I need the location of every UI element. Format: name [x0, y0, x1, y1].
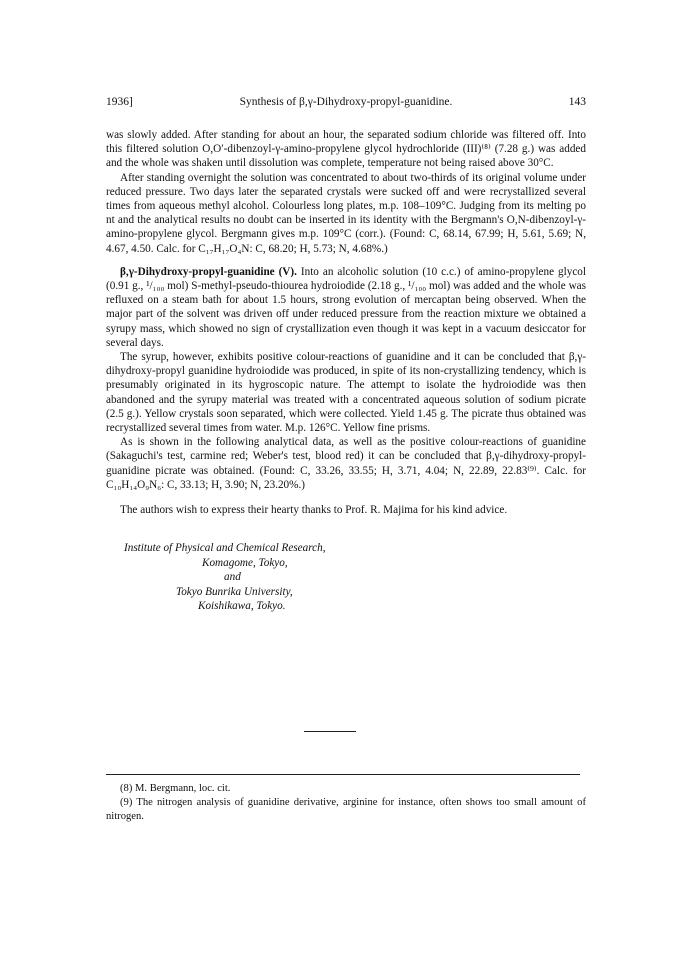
- page-body: [106, 96, 586, 613]
- affiliation-line: Institute of Physical and Chemical Research,: [124, 542, 326, 555]
- paragraph-3: [106, 265, 586, 350]
- header-year: 1936]: [106, 96, 133, 108]
- affiliation-line: Koishikawa, Tokyo.: [198, 599, 286, 612]
- affiliation-block: [106, 541, 586, 613]
- footnote-rule: [106, 774, 580, 775]
- paragraph-1: was slowly added. After standing for about an hour, the separated sodium chloride was filtered off. Into this filtered solution O,O′-dibenzoyl-γ-amino-propylene glycol hydrochloride (III)⁽⁸⁾ (7.28 g.) was added and the whole was shaken until dissolution was complete, temperature not being raised above 30°C.: [106, 129, 586, 170]
- paragraph-5: As is shown in the following analytical data, as well as the positive colour-reactions of guanidine (Sakaguchi's test, carmine red; Weber's test, blood red) it can be concluded that β,γ-dihydroxy-propyl-guanidine picrate was obtained. (Found: C, 33.26, 33.55; H, 3.71, 4.04; N, 22.89, 22.83⁽⁹⁾. Calc. for C₁₀H₁₄O₉N₆: C, 33.13; H, 3.90; N, 23.20%.): [106, 436, 586, 491]
- footnote-8: (8) M. Bergmann, loc. cit.: [120, 783, 231, 794]
- running-header: [106, 96, 586, 112]
- compound-heading: β,γ-Dihydroxy-propyl-guanidine (V).: [120, 265, 297, 278]
- page-number: 143: [568, 96, 586, 108]
- paragraph-3-text: Into an alcoholic solution (10 c.c.) of amino-propylene glycol (0.91 g., ¹/₁₀₀ mol) S-methyl-pseudo-thiourea hydroiodide (2.18 g., ¹/₁₀₀ mol) was added and the whole was refluxed on a steam bath for about 1.5 hours, strong evolution of mercaptan being observed. When the major part of the solvent was driven off under reduced pressure from the reaction mixture we obtained a syrupy mass, which showed no sign of crystallization even though it was kept in a vacuum desiccator for several days.: [106, 265, 586, 349]
- affiliation-line: Komagome, Tokyo,: [202, 556, 288, 569]
- affiliation-line: Tokyo Bunrika University,: [176, 585, 293, 598]
- paragraph-4: The syrup, however, exhibits positive colour-reactions of guanidine and it can be concluded that β,γ-dihydroxy-propyl guanidine hydroiodide was produced, in spite of its non-crystallizing tendency, which is presumably originated in its hygroscopic nature. The attempt to isolate the hydroiodide was then abandoned and the syrupy material was treated with a concentrated aqueous solution of sodium picrate (2.5 g.). Yellow crystals soon separated, which were collected. Yield 1.45 g. The picrate thus obtained was recrystallized several times from water. M.p. 126°C. Yellow fine prisms.: [106, 351, 586, 435]
- separator-rule: [304, 731, 356, 732]
- affiliation-line: and: [224, 571, 241, 584]
- footnote-9: (9) The nitrogen analysis of guanidine derivative, arginine for instance, often shows too small amount of nitrogen.: [106, 797, 586, 822]
- acknowledgement: The authors wish to express their hearty thanks to Prof. R. Majima for his kind advice.: [120, 504, 508, 517]
- footnotes: [106, 782, 586, 824]
- header-title: Synthesis of β,γ-Dihydroxy-propyl-guanidine.: [239, 96, 453, 108]
- paragraph-2: After standing overnight the solution was concentrated to about two-thirds of its original volume under reduced pressure. Two days later the separated crystals were sucked off and were recrystallized several times from aqueous methyl alcohol. Colourless long plates, m.p. 108–109°C. Judging from its melting po nt and the analytical results no doubt can be inserted in its identity with the Bergmann's O,N-dibenzoyl-γ-amino-propylene glycol. Bergmann gives m.p. 109°C (corr.). (Found: C, 68.14, 67.99; H, 5.61, 5.69; N, 4.67, 4.50. Calc. for C₁₇H₁₇O₄N: C, 68.20; H, 5.73; N, 4.68%.): [106, 171, 586, 255]
